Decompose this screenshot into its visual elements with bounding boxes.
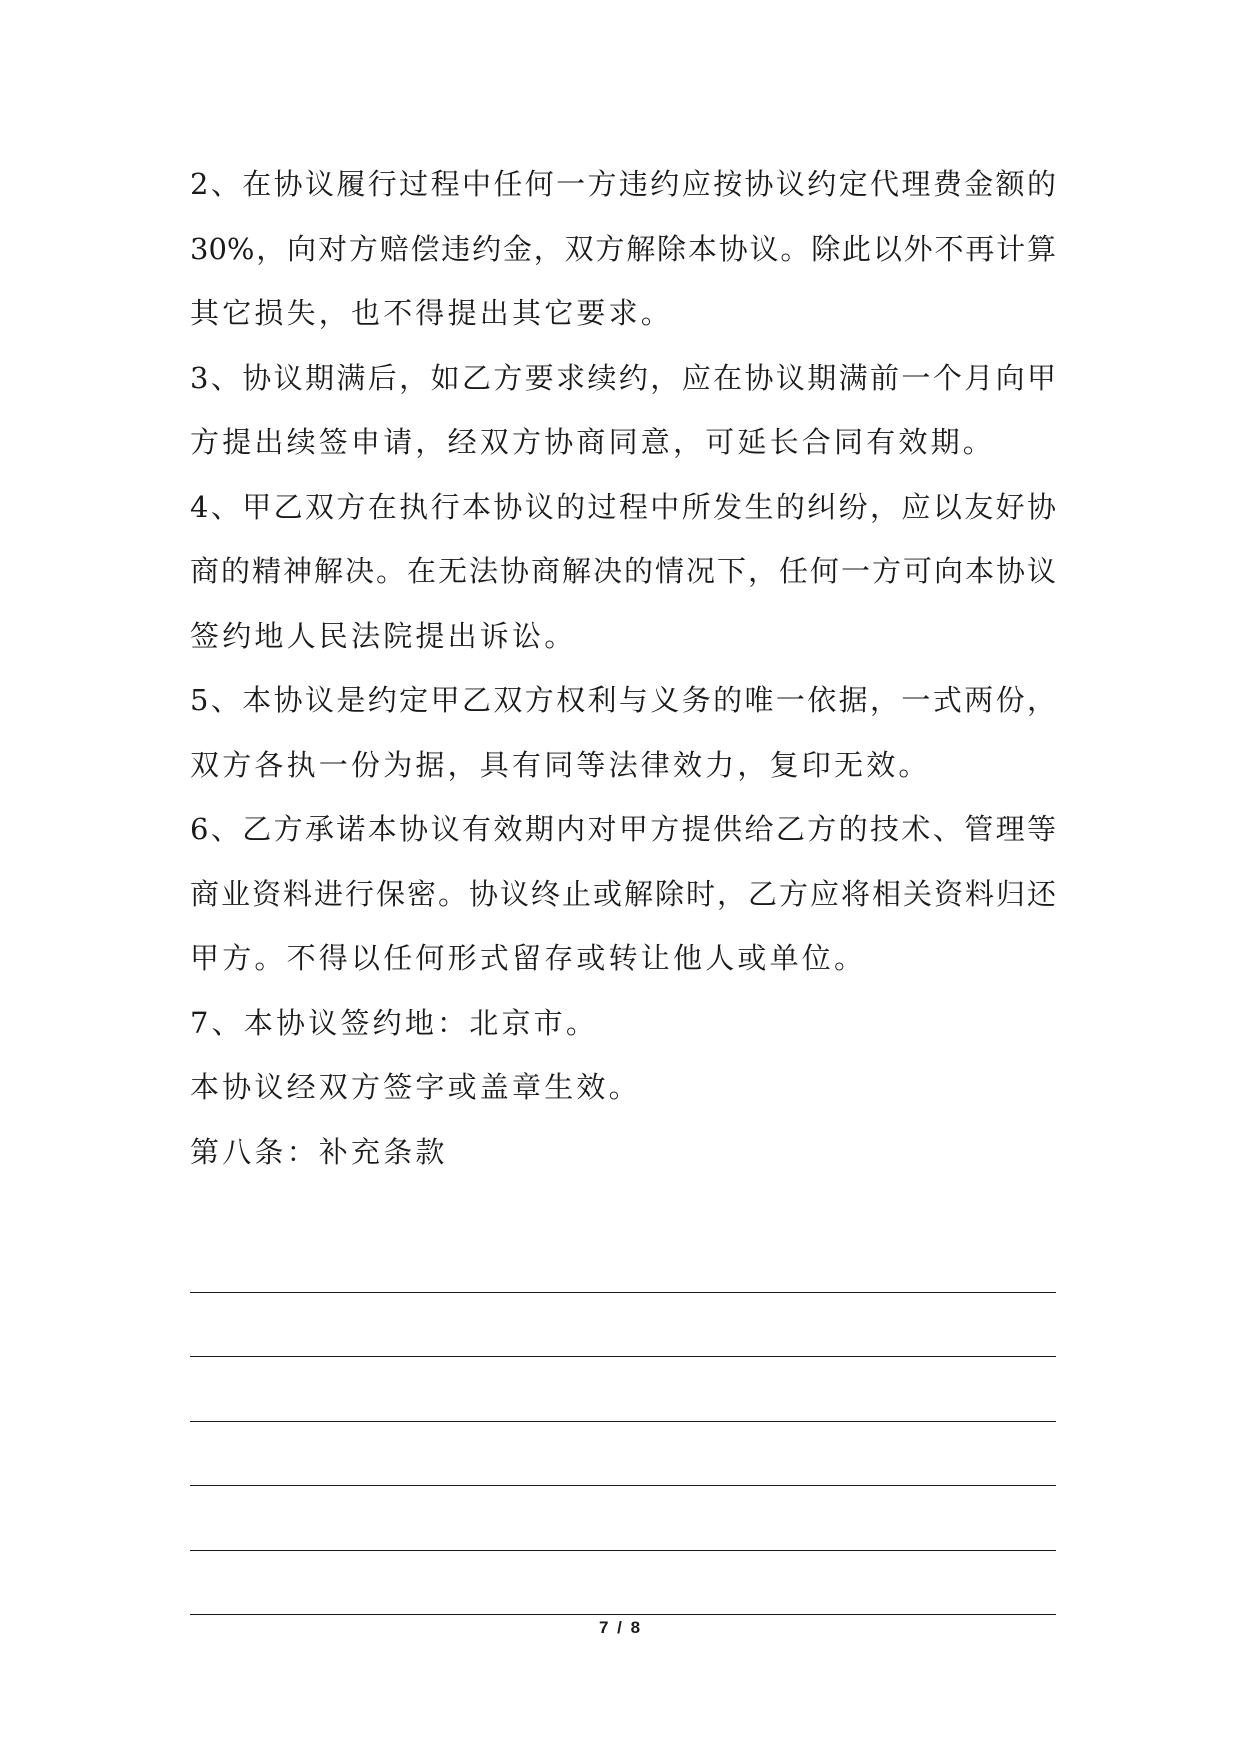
text-line: 2、在协议履行过程中任何一方违约应按协议约定代理费金额的 xyxy=(190,167,1056,201)
text-line: 其它损失，也不得提出其它要求。 xyxy=(190,296,674,330)
text-line: 甲方。不得以任何形式留存或转让他人或单位。 xyxy=(190,941,867,975)
blank-fill-line xyxy=(190,1438,1056,1503)
text-line: 4、甲乙双方在执行本协议的过程中所发生的纠纷，应以友好协 xyxy=(190,489,1056,524)
text-line: 7、本协议签约地：北京市。 xyxy=(190,1005,599,1040)
text-line: 签约地人民法院提出诉讼。 xyxy=(190,618,577,653)
text-line: 本协议经双方签字或盖章生效。 xyxy=(190,1070,641,1104)
text-line: 商业资料进行保密。协议终止或解除时，乙方应将相关资料归还 xyxy=(190,876,1056,911)
text-line: 3、协议期满后，如乙方要求续约，应在协议期满前一个月向甲 xyxy=(190,360,1056,395)
document-body xyxy=(190,152,1056,1184)
blank-fill-line xyxy=(190,1373,1056,1438)
blank-fill-line xyxy=(190,1244,1056,1309)
text-line: 5、本协议是约定甲乙双方权利与义务的唯一依据，一式两份， xyxy=(190,683,1056,717)
text-line: 双方各执一份为据，具有同等法律效力，复印无效。 xyxy=(190,747,931,782)
section-heading: 第八条：补充条款 xyxy=(190,1134,448,1169)
supplementary-terms-blank-lines xyxy=(190,1244,1056,1631)
text-line: 方提出续签申请，经双方协商同意，可延长合同有效期。 xyxy=(190,425,996,459)
blank-fill-line xyxy=(190,1309,1056,1374)
text-line: 30%，向对方赔偿违约金，双方解除本协议。除此以外不再计算 xyxy=(190,231,1056,266)
text-line: 商的精神解决。在无法协商解决的情况下，任何一方可向本协议 xyxy=(190,554,1056,588)
blank-fill-line xyxy=(190,1502,1056,1567)
text-line: 6、乙方承诺本协议有效期内对甲方提供给乙方的技术、管理等 xyxy=(190,812,1056,846)
page-number: 7 / 8 xyxy=(598,1618,643,1637)
